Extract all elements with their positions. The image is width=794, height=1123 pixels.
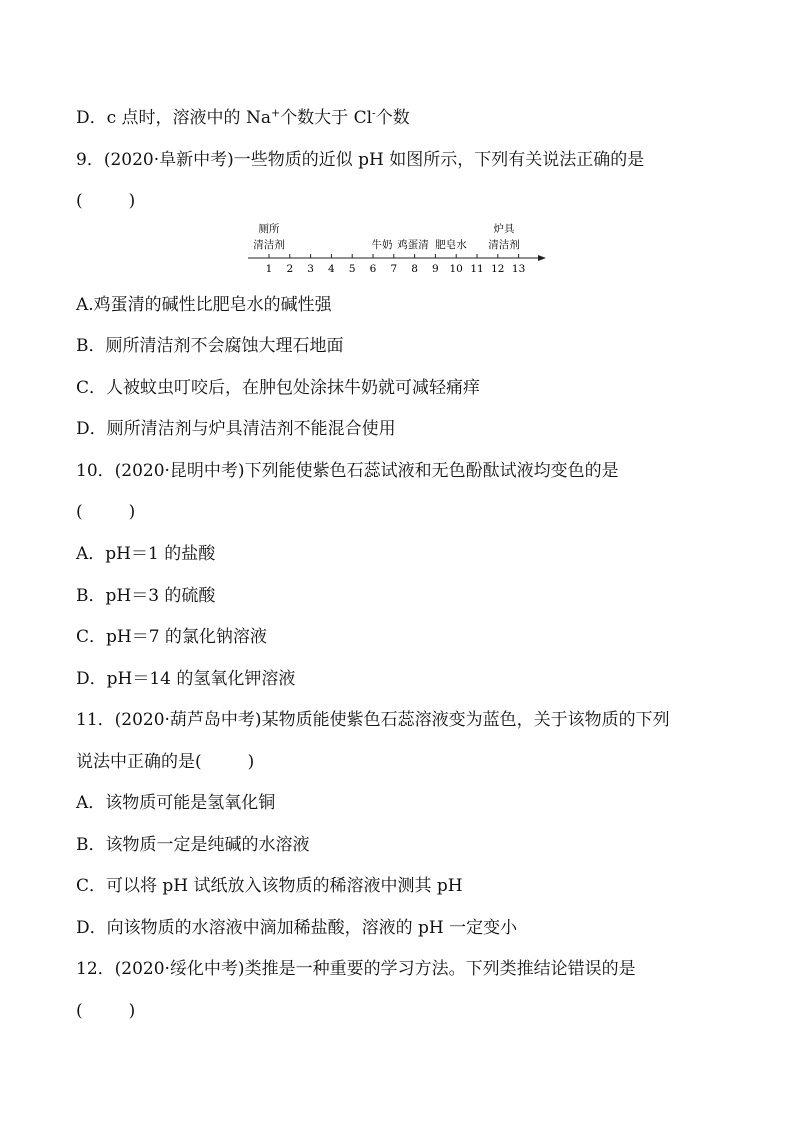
q9-option-c: C．人被蚊虫叮咬后，在肿包处涂抹牛奶就可减轻痛痒	[76, 378, 481, 398]
ph-tick-label-5: 5	[348, 263, 356, 275]
q11-stem-line2-text: 说法中正确的是(	[76, 752, 202, 772]
q10-option-c: C．pH＝7 的氯化钠溶液	[76, 627, 267, 647]
q11-stem-line2	[76, 751, 254, 773]
q9-option-d: D．厕所清洁剂与炉具清洁剂不能混合使用	[76, 419, 396, 439]
ph-scale-figure	[246, 220, 548, 276]
ph-tick-label-1: 1	[265, 263, 273, 275]
label-egg-white: 鸡蛋清	[397, 239, 429, 251]
ph-tick-label-6: 6	[369, 263, 377, 275]
q11-option-b: B．该物质一定是纯碱的水溶液	[76, 835, 310, 855]
q8-option-d	[76, 107, 410, 129]
q10-option-d: D．pH＝14 的氢氧化钾溶液	[76, 669, 296, 689]
paren-open: (	[76, 502, 83, 522]
label-toilet-cleaner-line2: 清洁剂	[253, 239, 285, 251]
q11-option-a: A．该物质可能是氢氧化铜	[76, 793, 276, 813]
paren-close: )	[128, 1001, 136, 1021]
ph-tick-label-8: 8	[411, 263, 418, 275]
ph-tick-label-9: 9	[432, 263, 439, 275]
ph-tick-label-11: 11	[470, 263, 484, 275]
ph-tick-label-4: 4	[328, 263, 335, 275]
ph-tick-label-13: 13	[511, 263, 526, 275]
label-soap-water: 肥皂水	[435, 239, 467, 251]
paren-open: (	[76, 1001, 83, 1021]
paren-open: (	[76, 191, 83, 211]
ph-scale-svg	[246, 220, 548, 276]
q12-stem: 12．(2020·绥化中考)类推是一种重要的学习方法。下列类推结论错误的是	[76, 959, 636, 979]
cl-charge: -	[372, 106, 376, 120]
q9-option-b: B．厕所清洁剂不会腐蚀大理石地面	[76, 336, 344, 356]
q11-stem-line1: 11．(2020·葫芦岛中考)某物质能使紫色石蕊溶液变为蓝色，关于该物质的下列	[76, 710, 670, 730]
q12-answer-paren	[76, 1000, 135, 1022]
q8-option-d-text-2: 个数大于 Cl	[280, 108, 373, 128]
q10-stem: 10．(2020·昆明中考)下列能使紫色石蕊试液和无色酚酞试液均变色的是	[76, 461, 619, 481]
q10-answer-paren	[76, 501, 135, 523]
ph-tick-label-3: 3	[307, 263, 314, 275]
ph-tick-label-2: 2	[286, 263, 294, 275]
label-stove-cleaner-line1: 炉具	[493, 223, 515, 235]
q9-option-a: A.鸡蛋清的碱性比肥皂水的碱性强	[76, 295, 332, 315]
label-stove-cleaner-line2: 清洁剂	[488, 239, 520, 251]
ph-axis-arrow	[538, 255, 546, 261]
na-charge: +	[270, 106, 281, 120]
q8-option-d-text-3: 个数	[375, 108, 410, 128]
paren-close: )	[128, 191, 136, 211]
q9-answer-paren	[76, 190, 135, 212]
q8-option-d-text-1: D．c 点时，溶液中的 Na	[76, 108, 271, 128]
label-milk: 牛奶	[371, 239, 393, 251]
ph-tick-label-7: 7	[390, 263, 398, 275]
ph-tick-label-10: 10	[449, 263, 463, 275]
q10-option-b: B．pH＝3 的硫酸	[76, 586, 216, 606]
q9-stem: 9．(2020·阜新中考)一些物质的近似 pH 如图所示，下列有关说法正确的是	[76, 150, 645, 170]
ph-tick-label-12: 12	[491, 263, 505, 275]
paren-close: )	[247, 752, 255, 772]
label-toilet-cleaner-line1: 厕所	[258, 223, 280, 235]
ph-ticks	[266, 254, 526, 275]
q10-option-a: A．pH＝1 的盐酸	[76, 544, 216, 564]
paren-close: )	[128, 502, 136, 522]
q11-option-d: D．向该物质的水溶液中滴加稀盐酸，溶液的 pH 一定变小	[76, 918, 518, 938]
q11-option-c: C．可以将 pH 试纸放入该物质的稀溶液中测其 pH	[76, 876, 463, 896]
